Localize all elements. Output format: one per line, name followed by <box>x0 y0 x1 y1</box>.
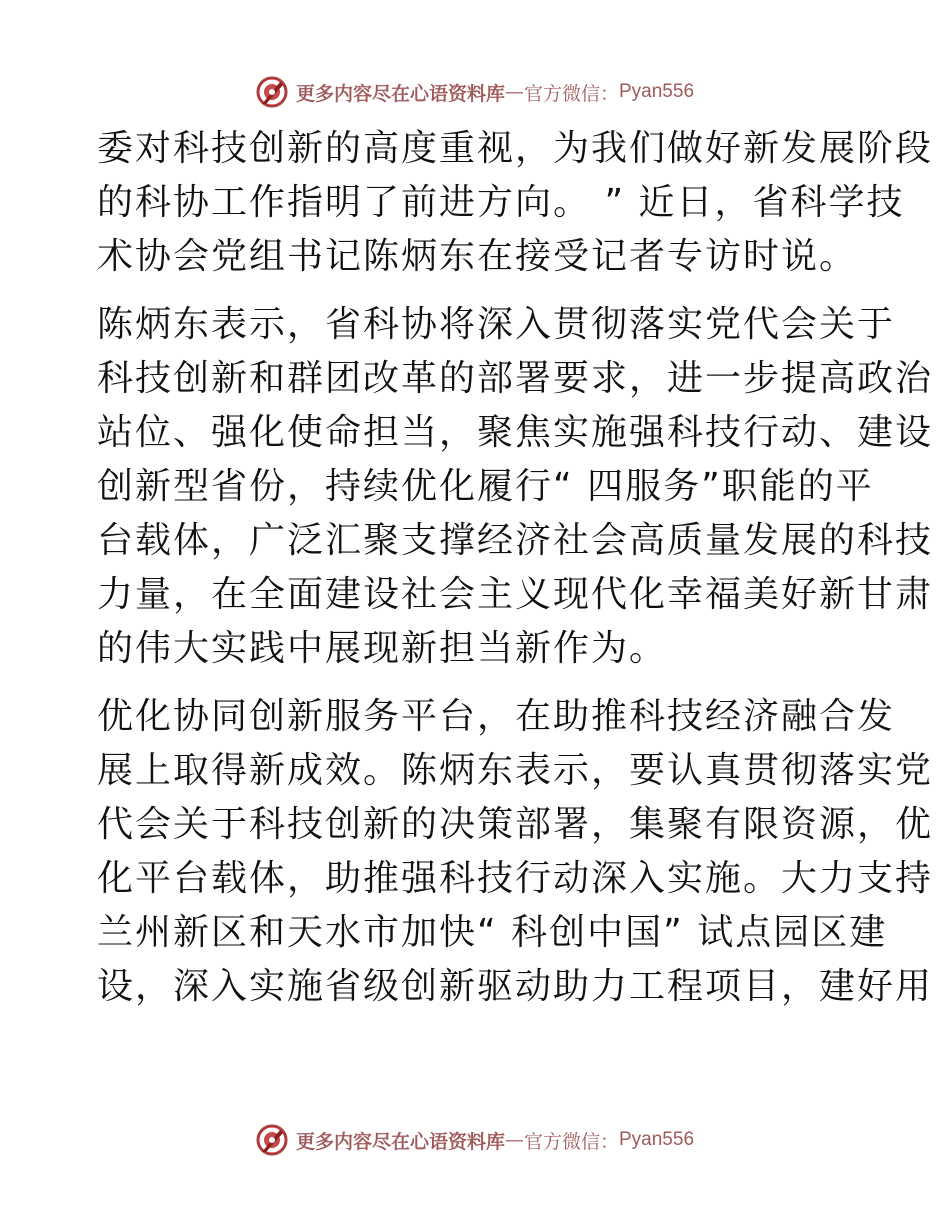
footer-banner-text <box>296 1127 694 1154</box>
text-line: 陈炳东表示，省科协将深入贯彻落实党代会关于 <box>97 304 896 345</box>
paragraph-1 <box>97 122 934 284</box>
text-line: 化平台载体，助推强科技行动深入实施。大力支持 <box>97 858 934 899</box>
text-line: 术协会党组书记陈炳东在接受记者专访时说。 <box>97 236 858 277</box>
header-wechat-label: 官方微信： <box>523 82 619 105</box>
text-line: 的科协工作指明了前进方向。 ” 近日，省科学技 <box>97 182 905 223</box>
text-line: 台载体，广泛汇聚支撑经济社会高质量发展的科技 <box>97 520 934 561</box>
text-line: 科技创新和群团改革的部署要求，进一步提高政治 <box>97 358 934 399</box>
text-line: 站位、强化使命担当，聚焦实施强科技行动、建设 <box>97 412 934 453</box>
footer-wechat-label: 官方微信： <box>523 1130 619 1153</box>
footer-separator: — <box>504 1129 524 1151</box>
text-line: 代会关于科技创新的决策部署，集聚有限资源，优 <box>97 804 934 845</box>
text-line: 委对科技创新的高度重视，为我们做好新发展阶段 <box>97 128 934 169</box>
header-separator: — <box>504 81 524 103</box>
header-wechat-id: Pyan556 <box>619 81 695 102</box>
paragraph-3 <box>97 690 934 1014</box>
header-site-text: 更多内容尽在心语资料库 <box>295 82 505 105</box>
document-body <box>97 122 934 1028</box>
text-line: 设，深入实施省级创新驱动助力工程项目，建好用 <box>97 966 934 1007</box>
quill-logo-icon <box>256 76 288 108</box>
text-line: 力量，在全面建设社会主义现代化幸福美好新甘肃 <box>97 574 934 615</box>
footer-site-text: 更多内容尽在心语资料库 <box>295 1130 505 1153</box>
footer-banner <box>0 1120 950 1160</box>
text-line: 的伟大实践中展现新担当新作为。 <box>97 628 668 669</box>
quill-logo-icon <box>256 1124 288 1156</box>
text-line: 创新型省份，持续优化履行“ 四服务”职能的平 <box>97 466 874 507</box>
paragraph-2 <box>97 298 934 676</box>
header-banner-text <box>296 79 694 106</box>
header-banner <box>0 72 950 112</box>
footer-wechat-id: Pyan556 <box>619 1129 695 1150</box>
text-line: 兰州新区和天水市加快“ 科创中国” 试点园区建 <box>97 912 888 953</box>
text-line: 展上取得新成效。陈炳东表示，要认真贯彻落实党 <box>97 750 934 791</box>
text-line: 优化协同创新服务平台，在助推科技经济融合发 <box>97 696 896 737</box>
